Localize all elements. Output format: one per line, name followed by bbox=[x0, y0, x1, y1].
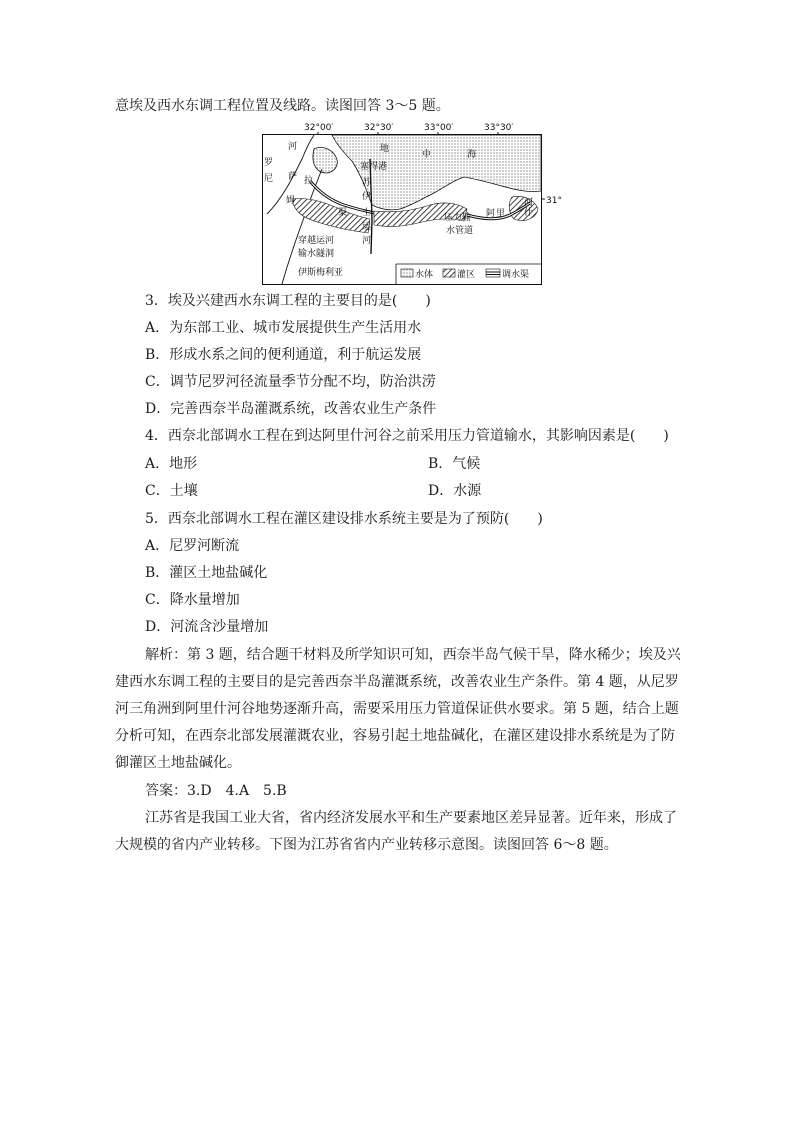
question-4-option-a: A．地形 bbox=[145, 456, 198, 472]
label-pipe-1: 压力输 bbox=[444, 213, 472, 223]
analysis-line-2: 建西水东调工程的主要目的是完善西奈半岛灌溉系统，改善农业生产条件。第 4 题，从尼罗 bbox=[115, 674, 679, 690]
legend-irrigation-swatch bbox=[443, 269, 455, 277]
analysis-line-1: 解析：第 3 题，结合题干材料及所学知识可知，西奈半岛气候干旱，降水稀少；埃及兴 bbox=[145, 647, 681, 663]
label-pipe-2: 水管道 bbox=[446, 226, 474, 236]
question-4-option-c: C．土壤 bbox=[145, 483, 198, 499]
analysis-line-4: 分析可知，在西奈北部发展灌溉农业，容易引起土地盐碱化，在灌区建设排水系统是为了防 bbox=[115, 728, 675, 744]
label-river-la: 拉 bbox=[304, 176, 314, 186]
label-sea-2: 中 bbox=[422, 150, 432, 160]
question-5-option-d: D．河流含沙量增加 bbox=[145, 619, 269, 635]
label-suez-1: 苏 bbox=[362, 178, 372, 188]
question-3-option-b: B．形成水系之间的便利通道，利于航运发展 bbox=[145, 347, 422, 363]
label-arish-1: 阿 bbox=[486, 209, 496, 219]
lon-label-2: 32°30′ bbox=[364, 123, 394, 133]
question-4-option-b: B．气候 bbox=[428, 456, 481, 472]
label-river-he: 河 bbox=[288, 142, 298, 152]
question-4-stem: 4．西奈北部调水工程在到达阿里什河谷之前采用压力管道输水，其影响因素是( ) bbox=[145, 428, 669, 444]
next-intro-line-2: 大规模的省内产业转移。下图为江苏省省内产业转移示意图。读图回答 6～8 题。 bbox=[115, 837, 618, 853]
intro-line: 意埃及西水东调工程位置及线路。读图回答 3～5 题。 bbox=[115, 98, 450, 114]
question-5-stem: 5．西奈北部调水工程在灌区建设排水系统主要是为了预防( ) bbox=[145, 511, 543, 527]
label-canal: 渠 bbox=[338, 208, 348, 218]
label-arish-3: 什 bbox=[524, 208, 534, 218]
question-3-option-d: D．完善西奈半岛灌溉系统，改善农业生产条件 bbox=[145, 401, 437, 417]
lon-label-1: 32°00′ bbox=[304, 123, 334, 133]
label-sea-3: 海 bbox=[467, 150, 477, 160]
question-3-option-c: C．调节尼罗河径流量季节分配不均，防治洪涝 bbox=[145, 374, 436, 390]
legend-canal-label: 调水渠 bbox=[502, 270, 530, 280]
label-ismailia: 伊斯梅利亚 bbox=[298, 268, 344, 278]
analysis-line-5: 御灌区土地盐碱化。 bbox=[115, 755, 241, 771]
label-suez-4: 运 bbox=[362, 222, 372, 232]
legend-canal-swatch bbox=[486, 269, 500, 277]
legend-water-label: 水体 bbox=[415, 270, 434, 280]
label-arish-2: 里 bbox=[496, 209, 506, 219]
label-suez-3: 士 bbox=[362, 208, 372, 218]
next-intro-line-1: 江苏省是我国工业大省，省内经济发展水平和生产要素地区差异显著。近年来，形成了 bbox=[145, 810, 677, 826]
lat-label: 31° bbox=[546, 196, 562, 206]
question-5-option-a: A．尼罗河断流 bbox=[145, 538, 240, 554]
label-suez-5: 河 bbox=[362, 236, 372, 246]
question-3-stem: 3．埃及兴建西水东调工程的主要目的是( ) bbox=[145, 293, 431, 309]
label-arish-4: 河 bbox=[524, 198, 534, 208]
label-river-sa: 萨 bbox=[288, 172, 298, 182]
sinai-water-transfer-map bbox=[262, 119, 562, 285]
label-sea-1: 地 bbox=[380, 144, 390, 154]
label-port: 塞得港 bbox=[360, 162, 388, 172]
lon-label-4: 33°30′ bbox=[484, 123, 514, 133]
analysis-line-3: 河三角洲到阿里什河谷地势逐渐升高，需要采用压力管道保证供水要求。第 5 题，结合上题 bbox=[115, 701, 679, 717]
question-4-option-d: D．水源 bbox=[428, 483, 482, 499]
lon-label-3: 33°00′ bbox=[424, 123, 454, 133]
label-river-mu: 姆 bbox=[286, 196, 296, 206]
label-tunnel-2: 输水隧洞 bbox=[298, 249, 335, 259]
label-river-luo: 罗 bbox=[264, 158, 274, 168]
legend-water-swatch bbox=[401, 269, 413, 277]
answer-line: 答案：3.D 4.A 5.B bbox=[145, 783, 287, 799]
label-tunnel-1: 穿越运河 bbox=[298, 236, 335, 246]
label-suez-2: 伊 bbox=[362, 192, 372, 202]
question-5-option-c: C．降水量增加 bbox=[145, 592, 240, 608]
question-5-option-b: B．灌区土地盐碱化 bbox=[145, 565, 268, 581]
label-river-ni: 尼 bbox=[264, 174, 274, 184]
question-3-option-a: A．为东部工业、城市发展提供生产生活用水 bbox=[145, 320, 422, 336]
legend-irrigation-label: 灌区 bbox=[457, 270, 476, 280]
